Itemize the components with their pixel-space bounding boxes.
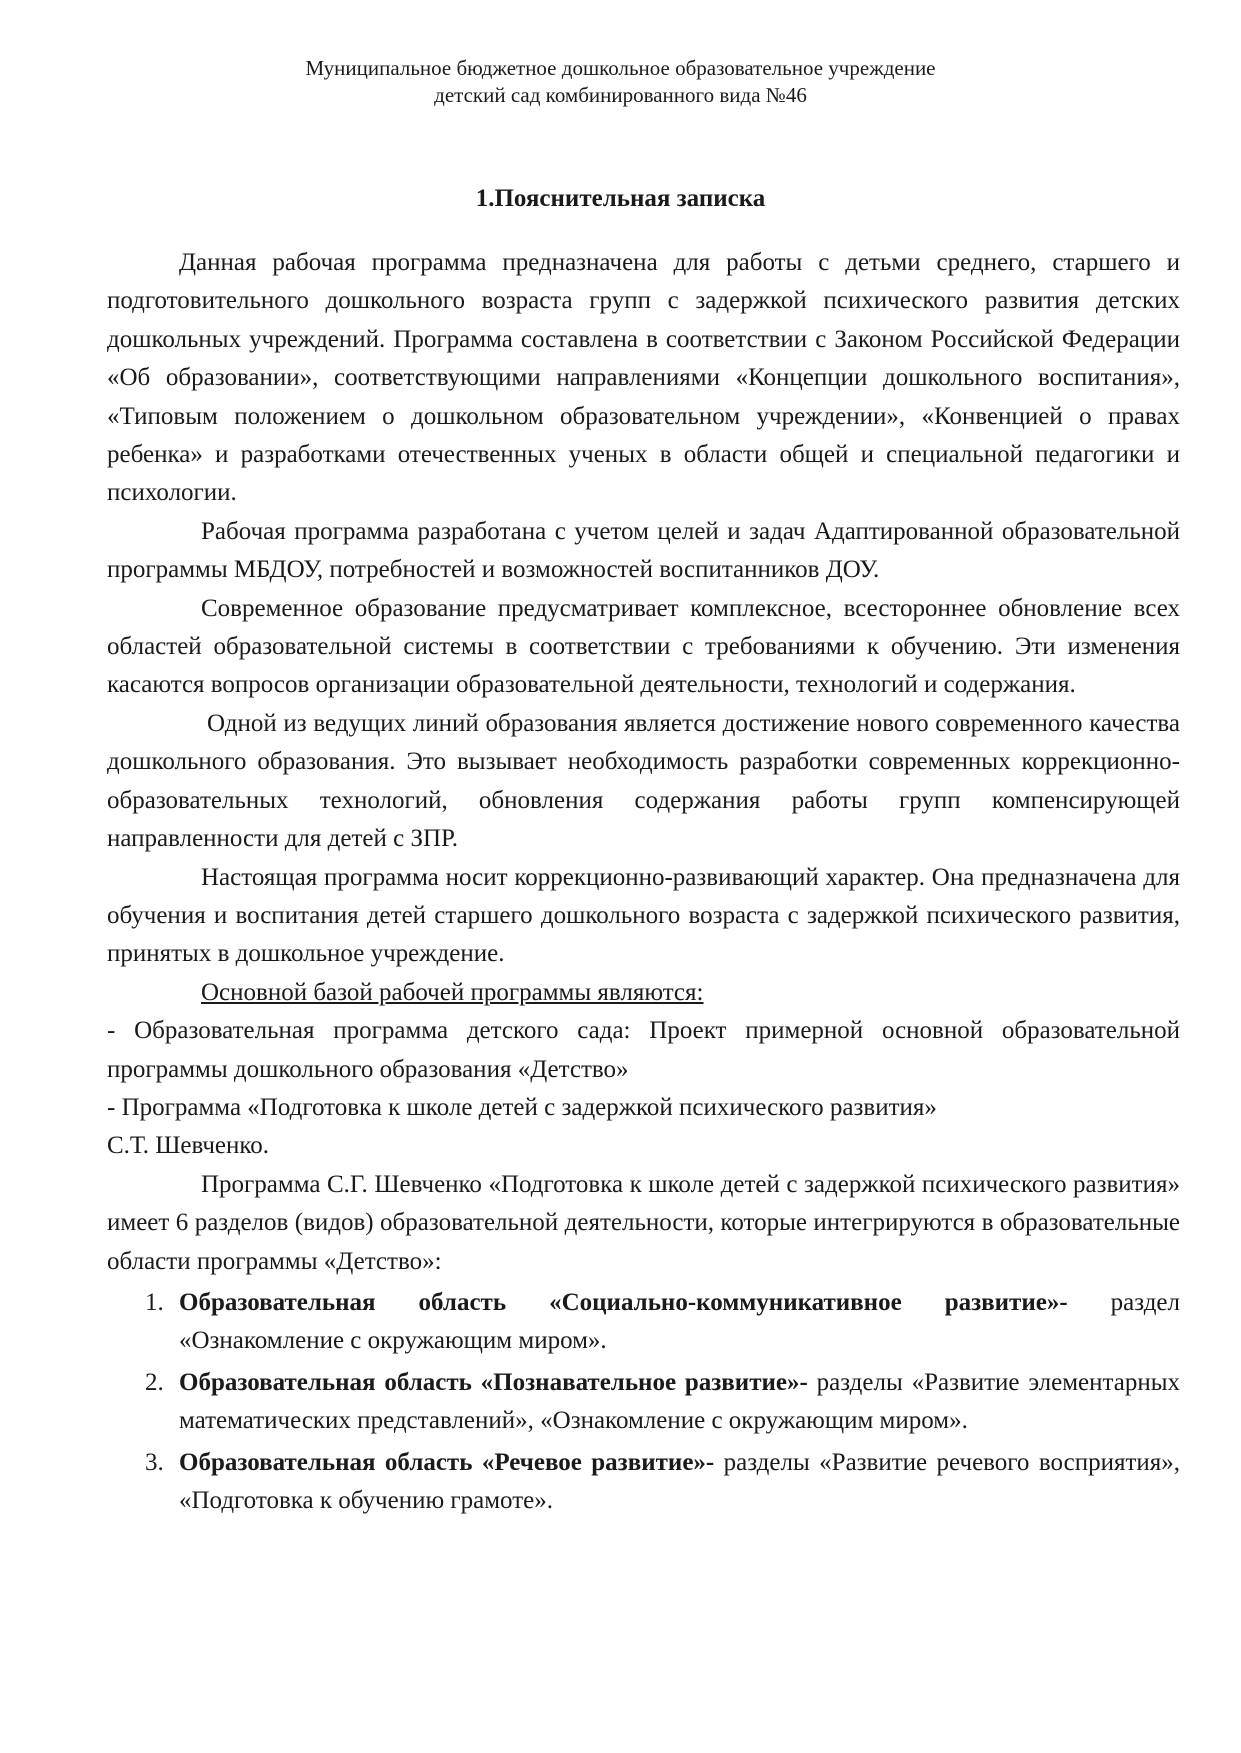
document-body <box>107 244 1180 1520</box>
list-item-bold: Образовательная область «Познавательное развитие»- <box>179 1368 808 1396</box>
list-item-text: разделы «Развитие речевого восприятия», «Подготовка к обучению грамоте». <box>179 1448 1181 1514</box>
basis-item-2-author: С.Т. Шевченко. <box>107 1132 270 1160</box>
paragraph-4: Одной из ведущих линий образования является достижение нового современного качества дошкольного образования. Это вызывает необходимость разработки современных коррекционно-образовательных технологий, обновления содержания работы групп компенсирующей направленности для детей с ЗПР. <box>107 709 1180 853</box>
list-item-number: 1. <box>145 1288 164 1316</box>
basis-heading-text: Основной базой рабочей программы являются: <box>201 978 704 1006</box>
basis-item-2: - Программа «Подготовка к школе детей с задержкой психического развития» <box>107 1093 937 1121</box>
list-item-bold: Образовательная область «Социально-коммуникативное развитие»- <box>179 1288 1068 1316</box>
list-item-number: 3. <box>145 1448 164 1476</box>
institution-header <box>0 55 1241 109</box>
paragraph-3: Современное образование предусматривает комплексное, всестороннее обновление всех областей образовательной системы в соответствии с требованиями к обучению. Эти изменения касаются вопросов организации образовательной деятельности, технологий и содержания. <box>107 594 1180 699</box>
header-line-1: Муниципальное бюджетное дошкольное образовательное учреждение <box>305 56 936 80</box>
list-item <box>107 1284 1180 1361</box>
basis-item-1: - Образовательная программа детского сада: Проект примерной основной образовательной программы дошкольного образования «Детство» <box>107 1017 1180 1083</box>
list-item-bold: Образовательная область «Речевое развитие»- <box>179 1448 715 1476</box>
list-item <box>107 1444 1180 1521</box>
list-item <box>107 1364 1180 1441</box>
list-item-text: раздел «Ознакомление с окружающим миром». <box>179 1288 1180 1355</box>
education-areas-list <box>107 1284 1180 1520</box>
list-item-number: 2. <box>145 1368 164 1396</box>
section-title: 1.Пояснительная записка <box>475 185 766 212</box>
paragraph-2: Рабочая программа разработана с учетом целей и задач Адаптированной образовательной программы МБДОУ, потребностей и возможностей воспитанников ДОУ. <box>107 517 1180 584</box>
header-line-2: детский сад комбинированного вида №46 <box>434 83 807 107</box>
paragraph-1: Данная рабочая программа предназначена для работы с детьми среднего, старшего и подготовительного дошкольного возраста групп с задержкой психического развития детских дошкольных учреждений. Программа составлена в соответствии с Законом Российской Федерации «Об образовании», соответствующими направлениями «Концепции дошкольного воспитания», «Типовым положением о дошкольном образовательном учреждении», «Конвенцией о правах ребенка» и разработками отечественных ученых в области общей и специальной педагогики и психологии. <box>107 249 1180 507</box>
paragraph-6: Программа С.Г. Шевченко «Подготовка к школе детей с задержкой психического развития» имеет 6 разделов (видов) образовательной деятельности, которые интегрируются в образовательные области программы «Детство»: <box>107 1170 1180 1275</box>
list-item-text: разделы «Развитие элементарных математических представлений», «Ознакомление с окружающим миром». <box>179 1368 1180 1435</box>
basis-heading <box>107 974 1180 1012</box>
paragraph-5: Настоящая программа носит коррекционно-развивающий характер. Она предназначена для обучения и воспитания детей старшего дошкольного возраста с задержкой психического развития, принятых в дошкольное учреждение. <box>107 863 1180 968</box>
